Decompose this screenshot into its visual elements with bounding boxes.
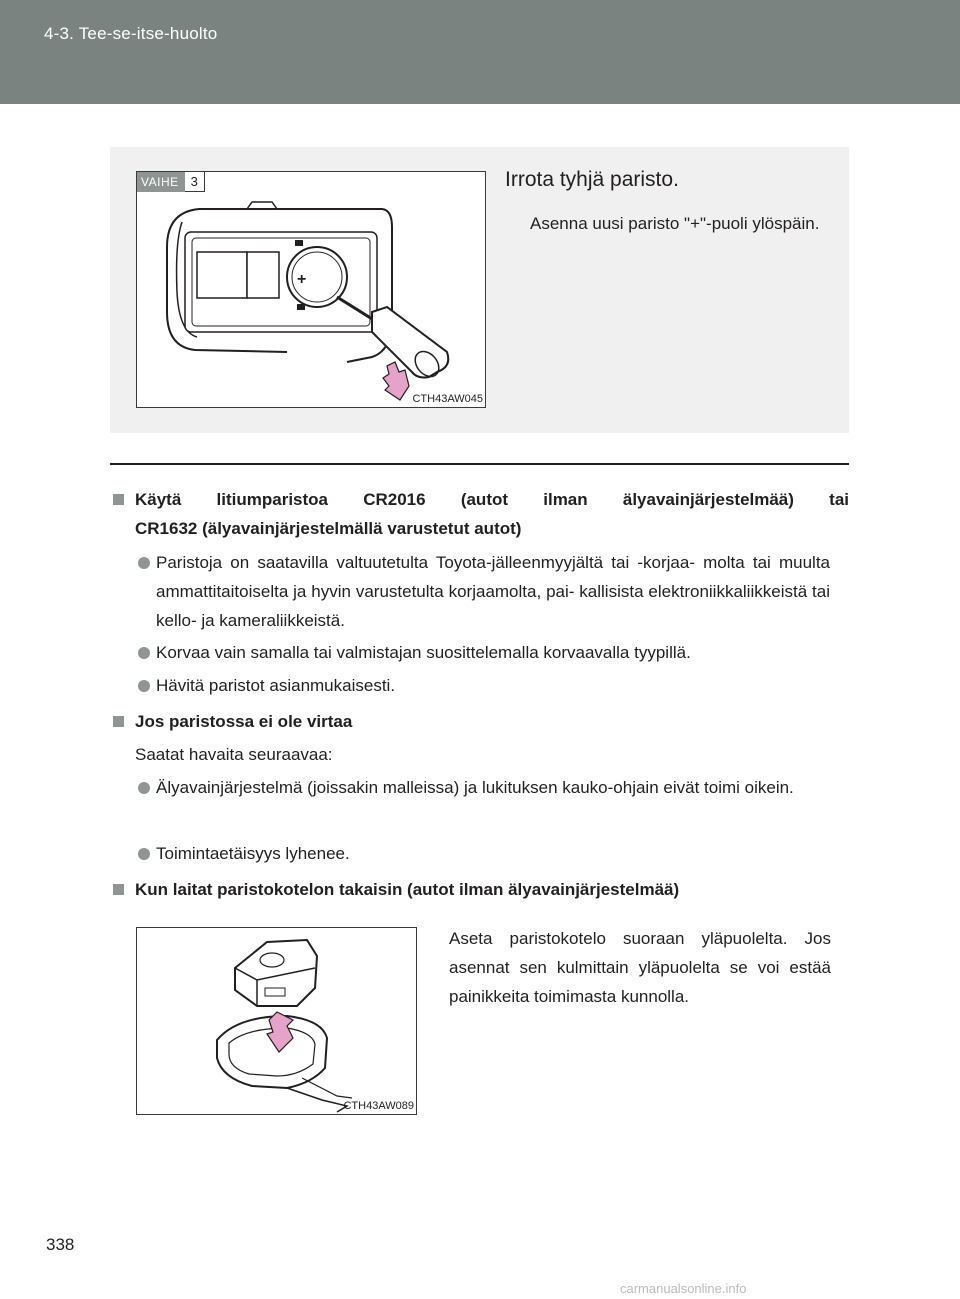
figure-code: CTH43AW045 [412,393,483,405]
down-arrow-icon [383,362,409,400]
no-power-bullet-1: Älyavainjärjestelmä (joissakin malleissa) ja lukituksen kauko-ohjain eivät toimi oikein. [156,778,794,797]
round-bullet-icon [138,557,150,569]
step-number: 3 [185,172,205,192]
no-power-bullet-2: Toimintaetäisyys lyhenee. [156,844,350,863]
square-bullet-icon [113,494,124,505]
watermark: carmanualsonline.info [620,1281,747,1296]
page-number: 338 [46,1235,75,1254]
section-title: 4-3. Tee-se-itse-huolto [44,24,218,43]
figure-reinstall-case [136,927,417,1115]
step-instruction: Asenna uusi paristo "+"-puoli ylöspäin. [530,214,820,233]
battery-case-illustration [137,928,416,1114]
round-bullet-icon [138,848,150,860]
battery-type-bullet-3: Hävitä paristot asianmukaisesti. [156,676,396,695]
step-title: Irrota tyhjä paristo. [505,168,679,191]
step-tag [137,172,205,192]
figure-code: CTH43AW089 [343,1100,414,1112]
battery-type-bullet-2: Korvaa vain samalla tai valmistajan suosittelemalla korvaavalla tyypillä. [156,643,691,662]
step-label: VAIHE [137,172,185,192]
reinstall-heading: Kun laitat paristokotelon takaisin (autot ilman älyavainjärjestelmää) [135,880,680,899]
battery-type-heading-line2: CR1632 (älyavainjärjestelmällä varustetut autot) [135,519,522,538]
page-header [0,0,960,104]
square-bullet-icon [113,716,124,727]
battery-type-heading-line1: Käytä litiumparistoa CR2016 (autot ilman älyavainjärjestelmää) tai [135,490,849,509]
battery-type-bullet-1: Paristoja on saatavilla valtuutetulta Toyota-jälleenmyyjältä tai -korjaa- molta tai muulta ammattitaitoiselta ja hyvin varustetulta korjaamolta, pai- kallisista elektroniikkaliikkeistä tai kello- ja kameraliikkeistä. [156,553,830,630]
round-bullet-icon [138,680,150,692]
round-bullet-icon [138,782,150,794]
plus-label: + [297,271,307,288]
round-bullet-icon [138,647,150,659]
reinstall-text: Aseta paristokotelo suoraan yläpuolelta. Jos asennat sen kulmittain yläpuolelta se voi estää painikkeita toimimasta kunnolla. [449,929,831,1006]
square-bullet-icon [113,884,124,895]
no-power-heading: Jos paristossa ei ole virtaa [135,712,353,731]
battery-removal-illustration [137,172,485,407]
figure-remove-battery [136,171,486,408]
no-power-intro: Saatat havaita seuraavaa: [135,745,333,764]
section-divider [110,463,849,465]
